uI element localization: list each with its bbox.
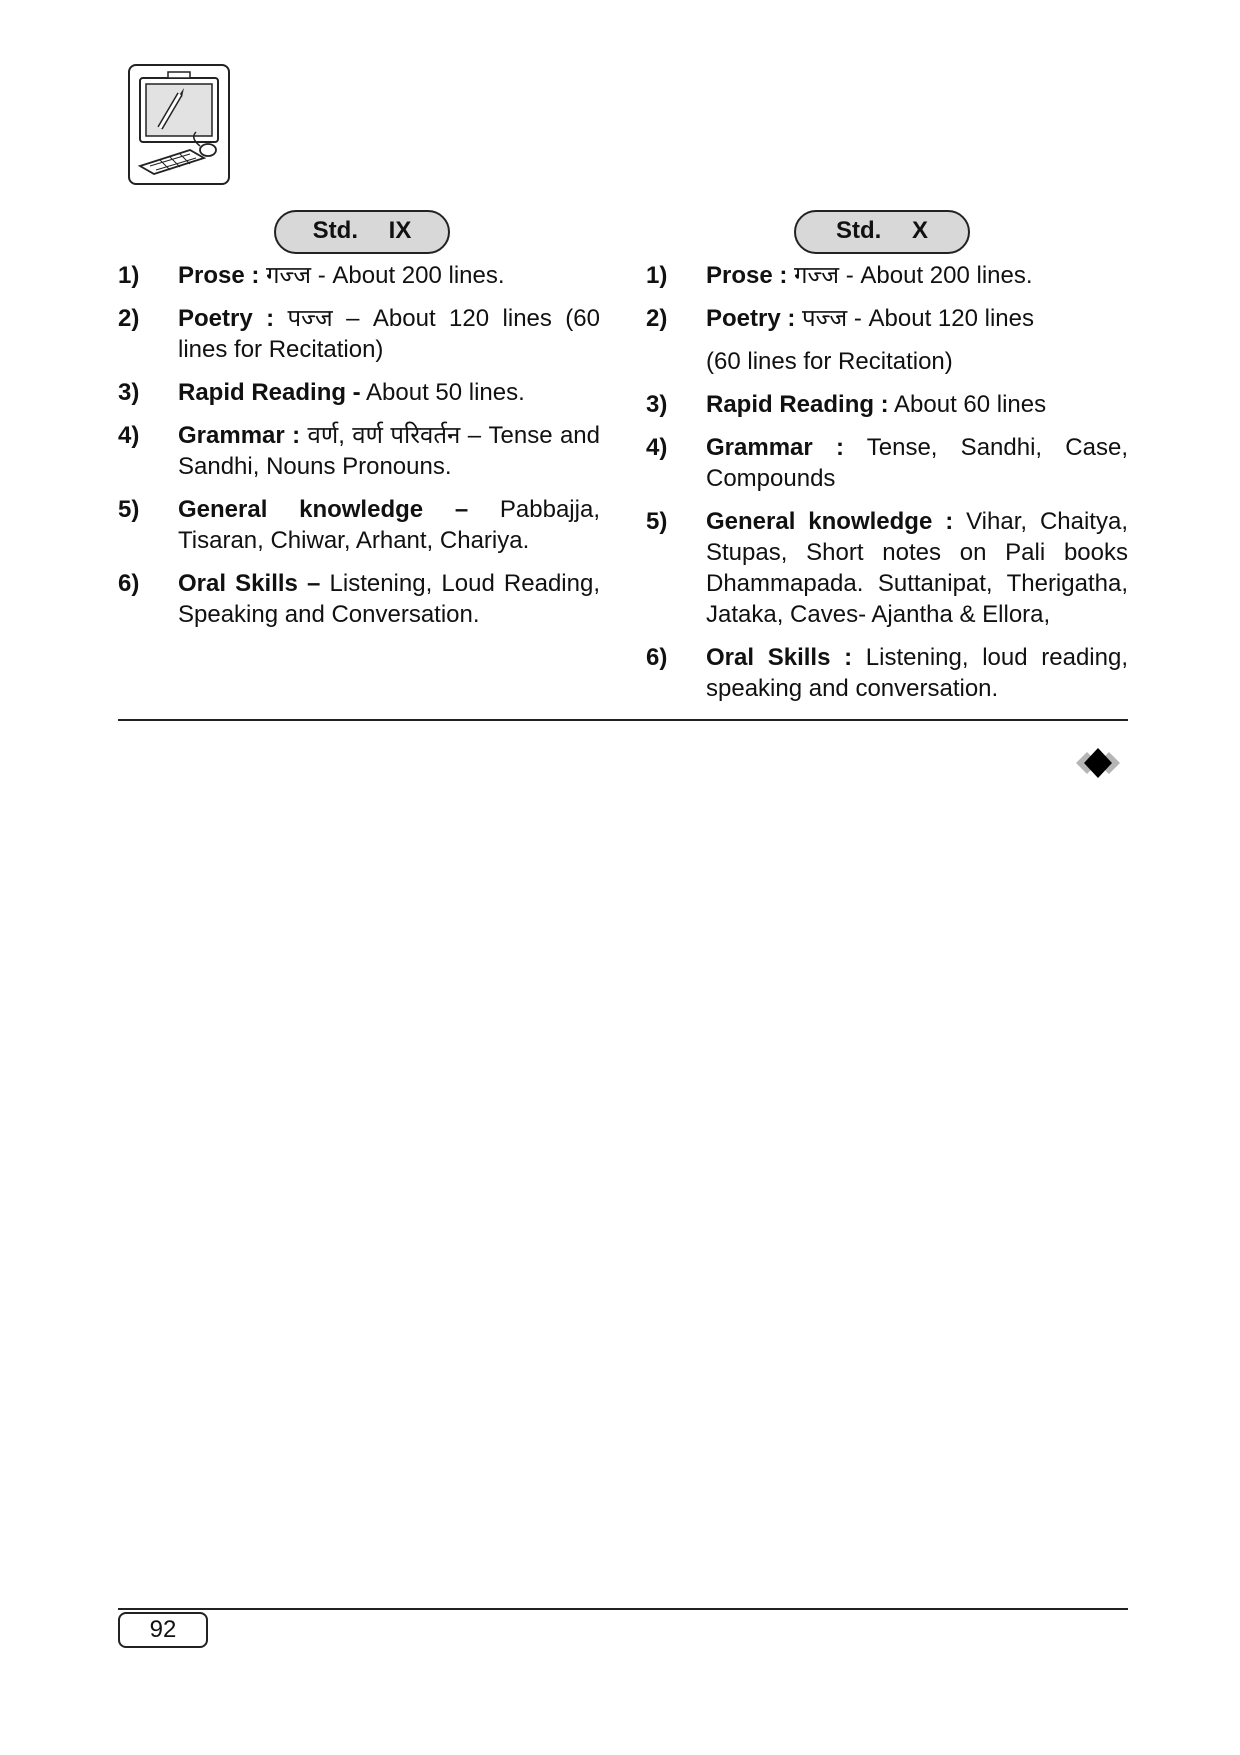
list-item: 4) Grammar : Tense, Sandhi, Case, Compounds: [646, 434, 1129, 492]
std-grade: X: [911, 217, 928, 244]
std-x-pill: [794, 210, 970, 254]
std-grade: IX: [388, 217, 412, 244]
list-item: 5) General knowledge : Vihar, Chaitya, Stupas, Short notes on Pali books Dhammapada. Suttanipat, Therigatha, Jataka, Caves- Ajantha & Ellora,: [646, 508, 1128, 628]
std-label: Std.: [312, 217, 358, 244]
list-item: 3) Rapid Reading : About 60 lines: [646, 391, 1047, 418]
list-item: 1) Prose : गज्ज - About 200 lines.: [646, 262, 1033, 289]
computer-pencil-icon: [128, 64, 230, 185]
list-item: 1) Prose : गज्ज - About 200 lines.: [118, 262, 505, 289]
list-item: 6) Oral Skills – Listening, Loud Reading, Speaking and Conversation.: [118, 570, 601, 628]
list-item: 4) Grammar : वर्ण, वर्ण परिवर्तन – Tense and Sandhi, Nouns Pronouns.: [118, 422, 601, 480]
list-item: 2) Poetry : पज्ज – About 120 lines (60 lines for Recitation): [118, 305, 600, 363]
list-item: 6) Oral Skills : Listening, loud reading, speaking and conversation.: [646, 644, 1128, 702]
page-number: 92: [118, 1612, 208, 1648]
std-ix-pill: [274, 210, 450, 254]
list-item: 3) Rapid Reading - About 50 lines.: [118, 379, 525, 406]
section-divider: [118, 719, 1128, 721]
list-item: 2) Poetry : पज्ज - About 120 lines (60 lines for Recitation): [646, 305, 1034, 375]
std-label: Std.: [835, 217, 882, 244]
list-item: 5) General knowledge – Pabbajja, Tisaran, Chiwar, Arhant, Chariya.: [118, 496, 600, 554]
std-x-list: [646, 260, 1128, 716]
footer-divider: [118, 1608, 1128, 1610]
std-ix-list: [118, 260, 600, 642]
diamond-ornament-icon: [1066, 742, 1130, 784]
